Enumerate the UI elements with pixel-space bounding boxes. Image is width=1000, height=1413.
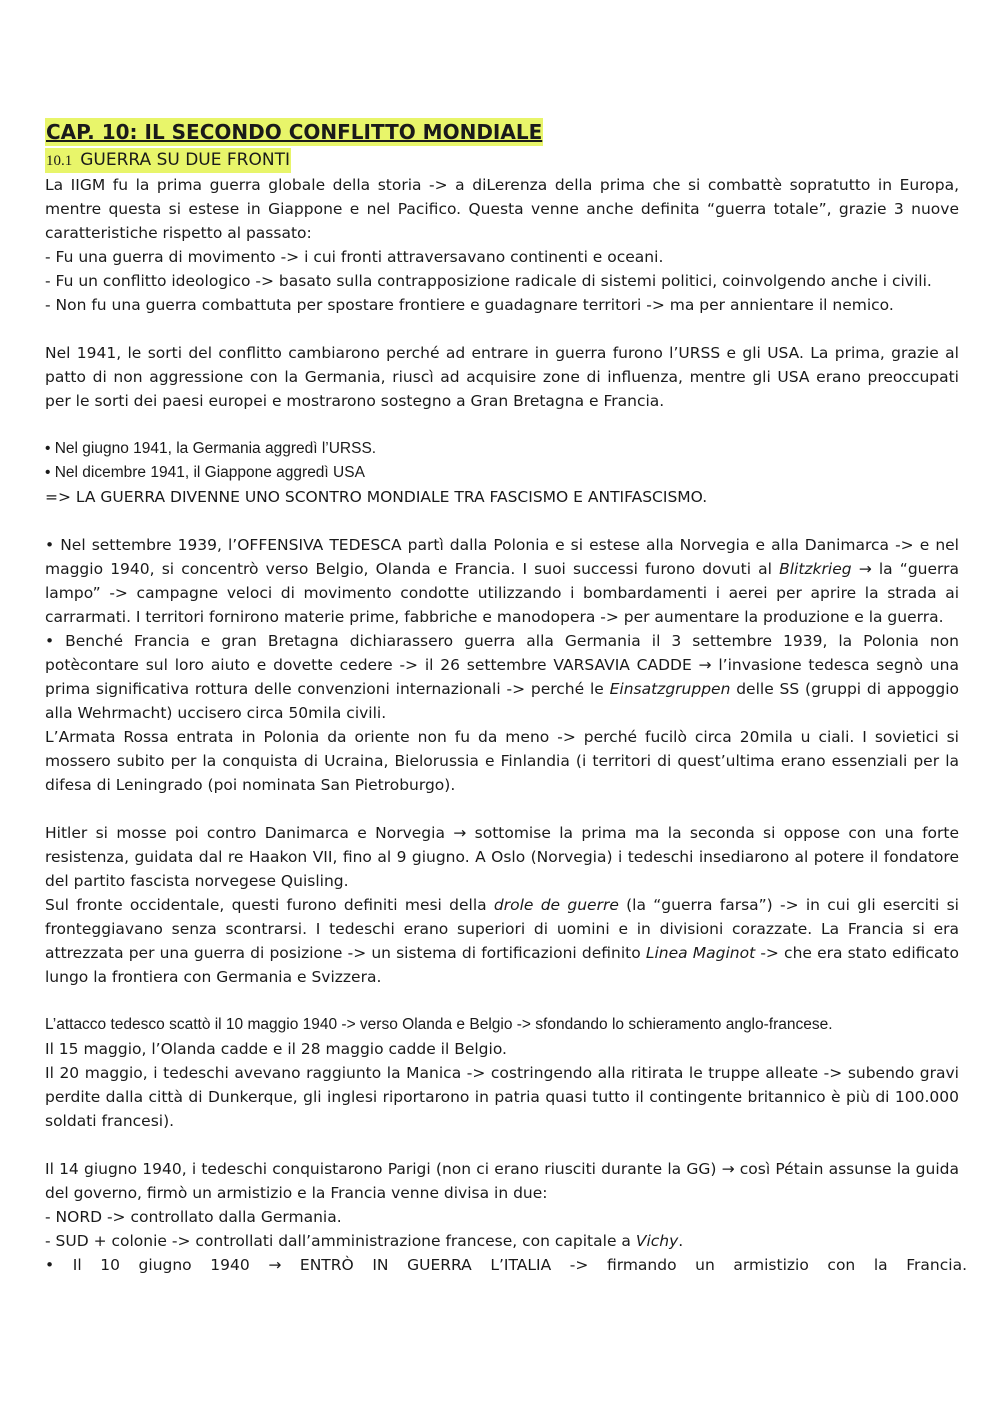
conclusion-1941: => LA GUERRA DIVENNE UNO SCONTRO MONDIALE TRA FASCISMO E ANTIFASCISMO. — [45, 488, 708, 506]
intro-list-item-3: - Non fu una guerra combattuta per spostare frontiere e guadagnare territori -> ma per annientare il nemico. — [45, 296, 894, 314]
einsatzgruppen-term: Einsatzgruppen — [609, 680, 731, 698]
paragraph-olanda-belgio: Il 15 maggio, l’Olanda cadde e il 28 maggio cadde il Belgio. — [45, 1040, 507, 1058]
paragraph-hitler: Hitler si mosse poi contro Danimarca e Norvegia → sottomise la prima ma la seconda si oppose con una forte resistenza, guidata dal re Haakon VII, fino al 9 giugno. A Oslo (Norvegia) i tedeschi insediarono al potere il fondatore del partito fascista norvegese Quisling. — [45, 824, 959, 890]
sud-text: - SUD + colonie -> controllati dall’amministrazione francese, con capitale a — [45, 1232, 636, 1250]
paragraph-dunkerque: Il 20 maggio, i tedeschi avevano raggiunto la Manica -> costringendo alla ritirata le truppe alleate -> subendo gravi perdite dalla città di Dunkerque, gli inglesi riportarono in patria quasi tutto il contingente britannico è più di 100.000 soldati francesi). — [45, 1064, 959, 1130]
intro-paragraph: La IIGM fu la prima guerra globale della storia -> a diLerenza della prima che si combattè sopratutto in Europa, mentre questa si estese in Giappone e nel Pacifico. Questa venne anche definita “guerra totale”, grazie 3 nuove caratteristiche rispetto al passato: — [45, 176, 959, 242]
offensiva-text: • Nel settembre 1939, l’OFFENSIVA TEDESCA partì dalla Polonia e si estese alla Norvegia e alla Danimarca -> e nel maggio 1940, si concentrò verso Belgio, Olanda e Francia. I suoi successi furono dovuti al — [45, 536, 959, 578]
offensiva-text-rest: → la “guerra lampo” -> campagne veloci di movimento condotte utilizzando i bombardamenti i aerei per aprire la strada ai carrarmati. I territori fornirono materie prime, fabbriche e manodopera -> per aumentare la produzione e la guerra. — [45, 560, 959, 626]
paragraph-fronte-occidentale — [45, 893, 959, 989]
intro-list-item-2: - Fu un conflitto ideologico -> basato sulla contrapposizione radicale di sistemi politici, coinvolgendo anche i civili. — [45, 272, 932, 290]
fronte-text-mid: (la “guerra farsa”) -> in cui gli eserciti si fronteggiavano senza scontrarsi. I tedeschi erano superiori di uomini e in divisioni corazzate. La Francia si era attrezzata per una guerra di posizione -> un sistema di fortificazioni definito — [45, 896, 959, 962]
fronte-text: Sul fronte occidentale, questi furono definiti mesi della — [45, 896, 494, 914]
section-number: 10.1 — [46, 153, 73, 169]
polonia-text-rest: delle SS (gruppi di appoggio alla Wehrmacht) uccisero circa 50mila civili. — [45, 680, 959, 722]
paragraph-offensiva — [45, 533, 959, 629]
polonia-text: • Benché Francia e gran Bretagna dichiarassero guerra alla Germania il 3 settembre 1939, la Polonia non potècontare sul loro aiuto e dovette cedere -> il 26 settembre VARSAVIA CADDE → l’invasione tedesca segnò una prima significativa rottura delle convenzioni internazionali -> perché le — [45, 632, 959, 698]
blitzkrieg-term: Blitzkrieg — [779, 560, 852, 578]
bullet-june-1941: • Nel giugno 1941, la Germania aggredì l’URSS. — [45, 440, 377, 457]
intro-list-item-1: - Fu una guerra di movimento -> i cui fronti attraversavano continenti e oceani. — [45, 248, 664, 266]
paragraph-polonia — [45, 629, 959, 725]
document-page — [45, 118, 967, 1277]
list-item-sud — [45, 1229, 959, 1253]
drole-de-guerre-term: drole de guerre — [493, 896, 619, 914]
sud-text-end: . — [678, 1232, 684, 1250]
fronte-text-rest: -> che era stato edificato lungo la frontiera con Germania e Svizzera. — [45, 944, 959, 986]
linea-maginot-term: Linea Maginot — [645, 944, 756, 962]
chapter-title: CAP. 10: IL SECONDO CONFLITTO MONDIALE — [46, 120, 543, 144]
bullet-december-1941: • Nel dicembre 1941, il Giappone aggredì USA — [45, 464, 365, 481]
vichy-term: Vichy — [635, 1232, 679, 1250]
section-title: GUERRA SU DUE FRONTI — [80, 150, 290, 170]
paragraph-1941: Nel 1941, le sorti del conflitto cambiarono perché ad entrare in guerra furono l’URSS e gli USA. La prima, grazie al patto di non aggressione con la Germania, riuscì ad acquisire zone di influenza, mentre gli USA erano preoccupati per le sorti dei paesi europei e mostrarono sostegno a Gran Bretagna e Francia. — [45, 344, 959, 410]
paragraph-attacco: L’attacco tedesco scattò il 10 maggio 1940 -> verso Olanda e Belgio -> sfondando lo schieramento anglo-francese. — [45, 1016, 833, 1033]
list-item-nord: - NORD -> controllato dalla Germania. — [45, 1208, 342, 1226]
bullet-italia: • Il 10 giugno 1940 → ENTRÒ IN GUERRA L’ITALIA -> firmando un armistizio con la Francia. — [45, 1256, 967, 1274]
paragraph-parigi: Il 14 giugno 1940, i tedeschi conquistarono Parigi (non ci erano riusciti durante la GG) → così Pétain assunse la guida del governo, firmò un armistizio e la Francia venne divisa in due: — [45, 1160, 959, 1202]
paragraph-armata-rossa: L’Armata Rossa entrata in Polonia da oriente non fu da meno -> perché fucilò circa 20mila u ciali. I sovietici si mossero subito per la conquista di Ucraina, Bielorussia e Finlandia (i territori di quest’ultima erano essenziali per la difesa di Leningrado (poi nominata San Pietroburgo). — [45, 728, 959, 794]
section-heading — [45, 148, 291, 173]
